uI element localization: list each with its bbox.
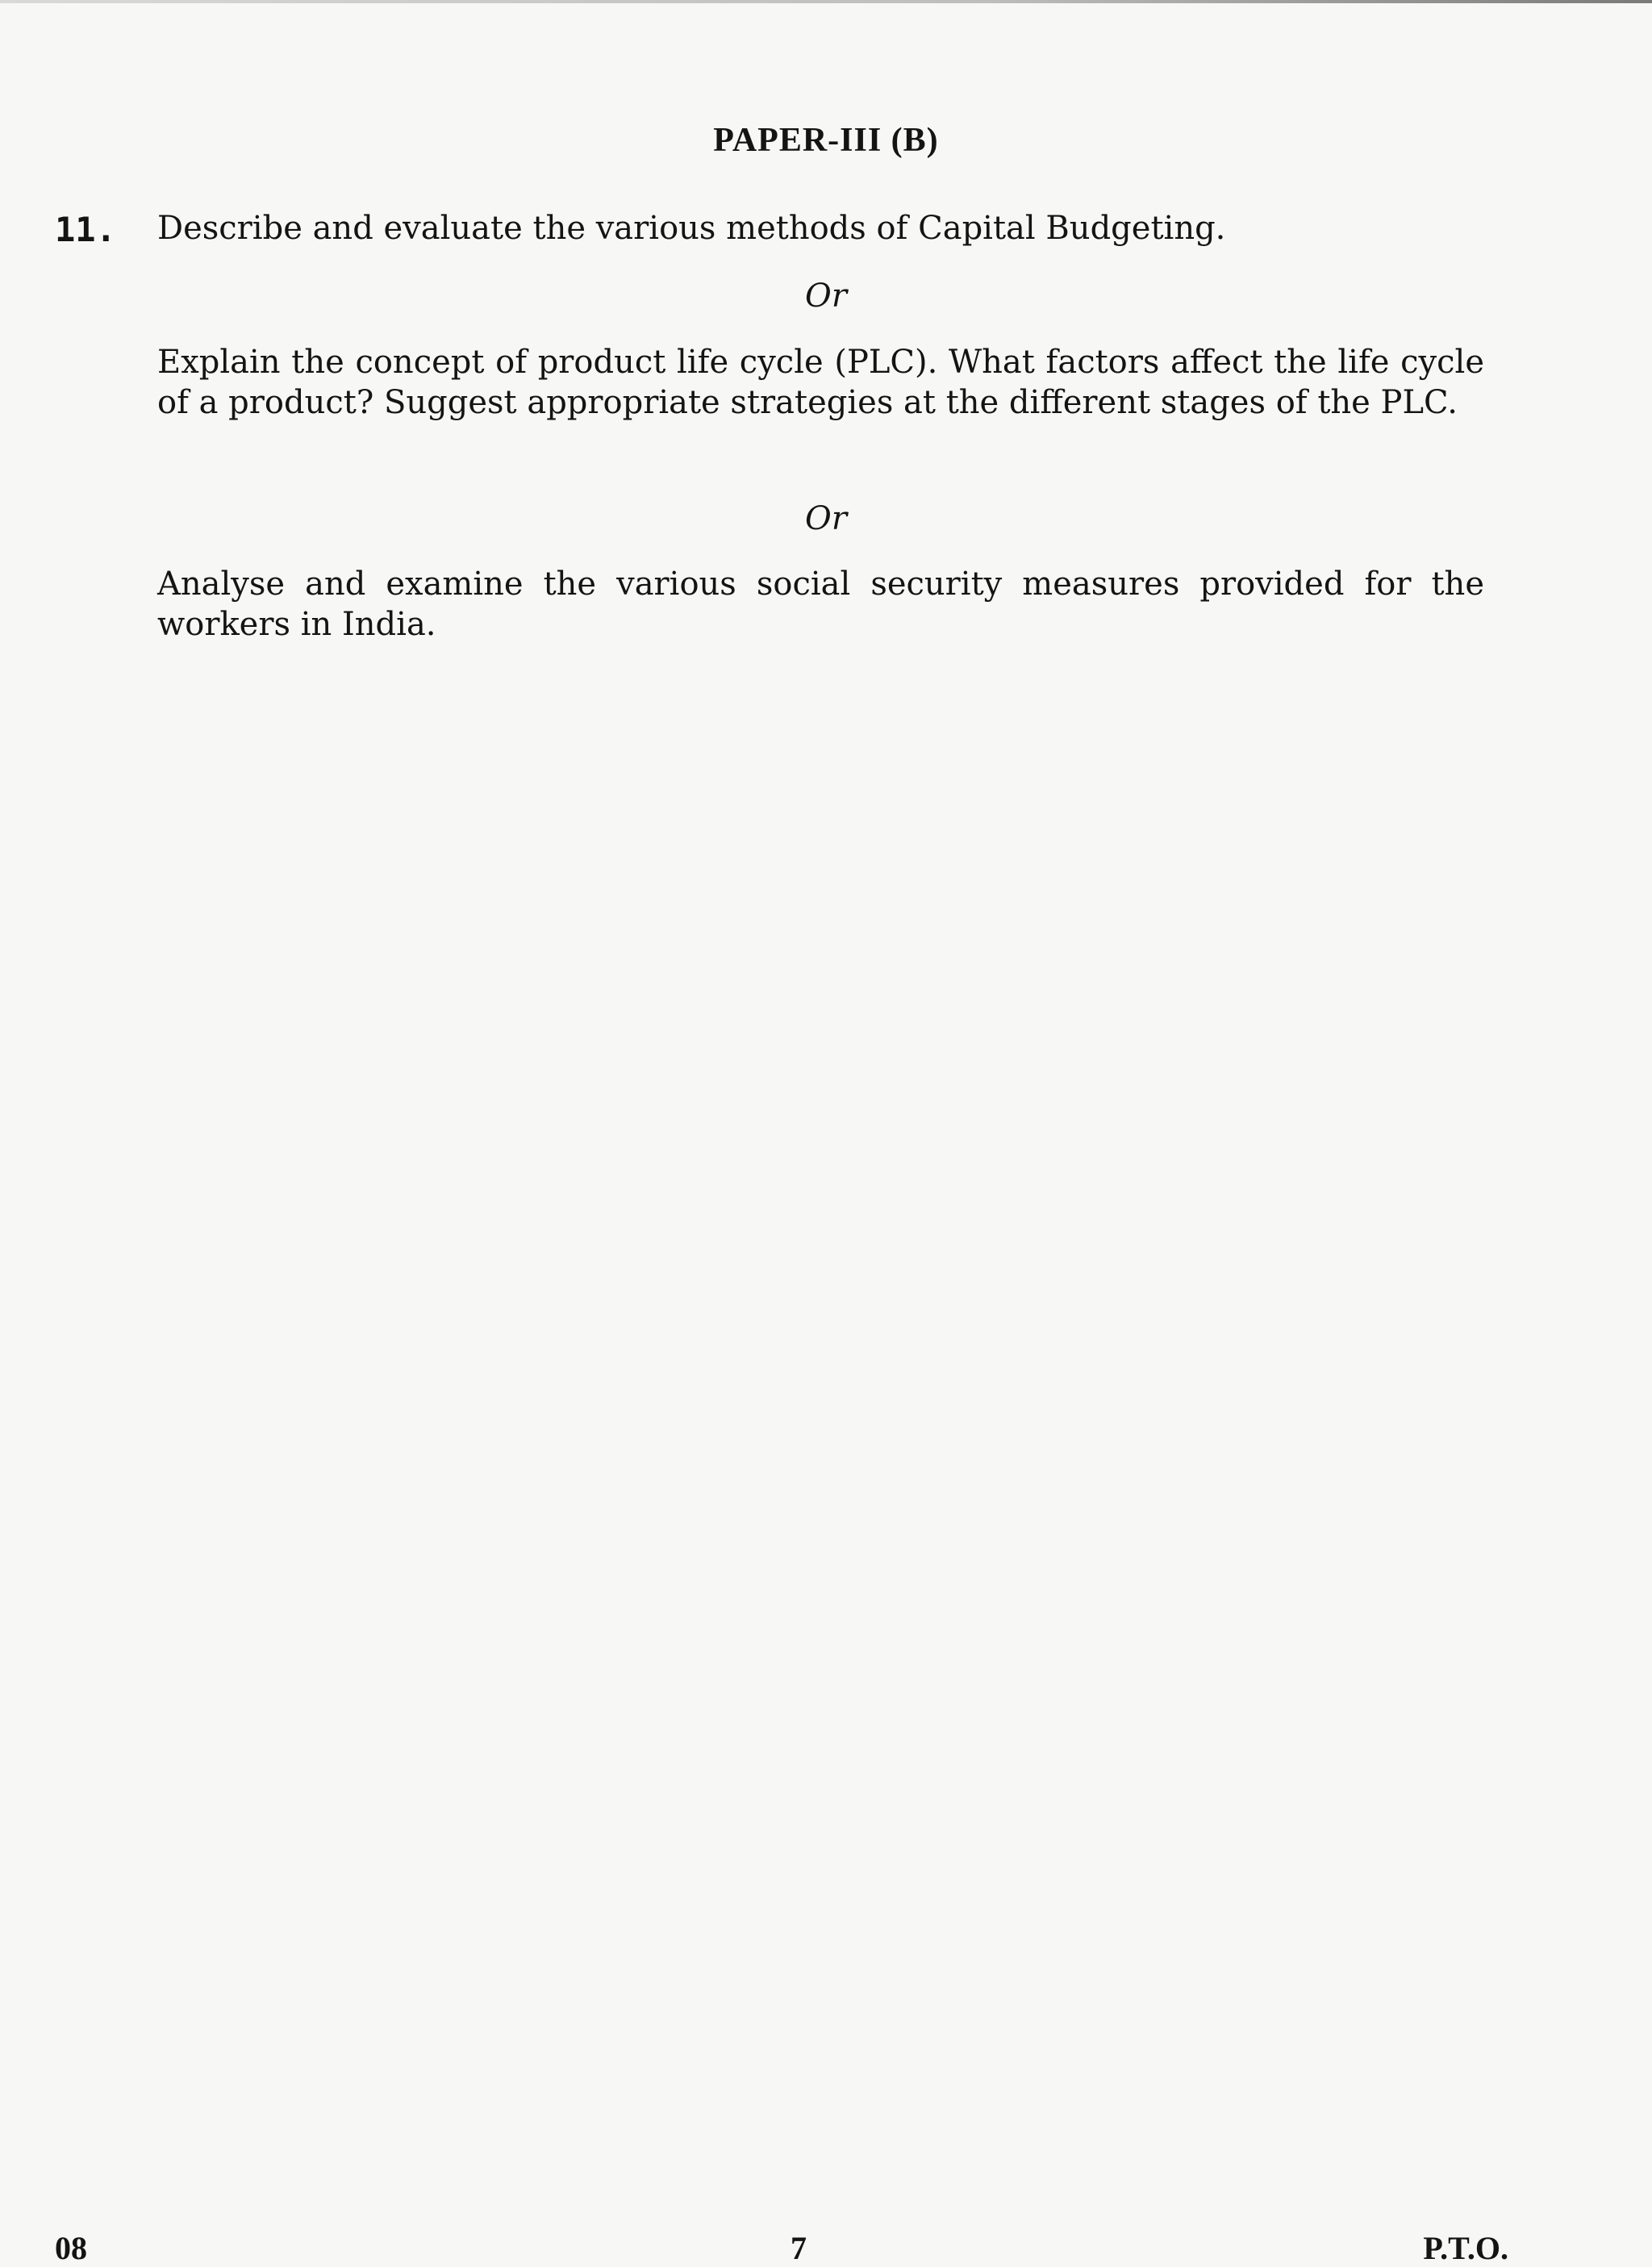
footer-pto: P.T.O. (1423, 2230, 1508, 2266)
or-separator-1: Or (805, 278, 847, 315)
question-option-3: Analyse and examine the various social security measures provided for the workers in India. (157, 566, 1484, 643)
paper-title: PAPER-III (B) (713, 122, 939, 159)
or-separator-2: Or (805, 500, 847, 537)
footer-page-number: 7 (791, 2230, 807, 2266)
question-option-1: Describe and evaluate the various methods of Capital Budgeting. (157, 210, 1226, 247)
question-number: 11. (55, 210, 116, 249)
footer-booklet-code: 08 (55, 2230, 87, 2266)
top-border-rule (0, 0, 1652, 3)
question-option-2: Explain the concept of product life cycle (PLC). What factors affect the life cycle of a product? Suggest appropriate strategies at the different stages of the PLC. (157, 344, 1484, 421)
